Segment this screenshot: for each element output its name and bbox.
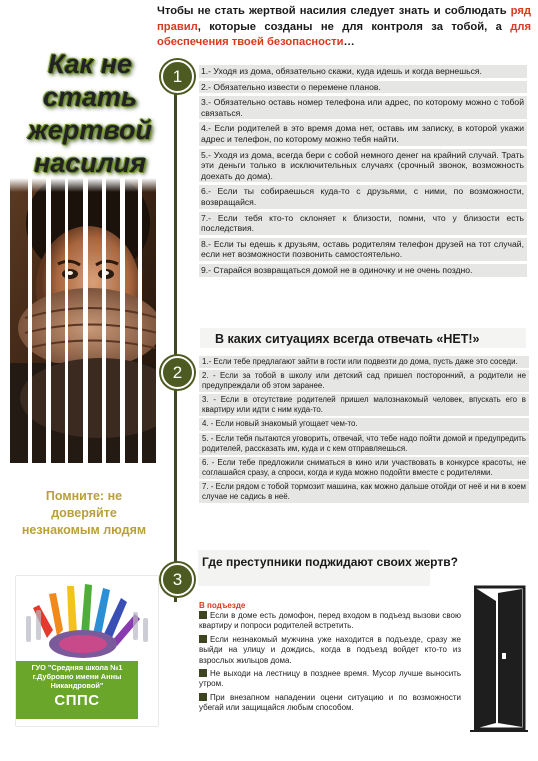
entrance-tip-text: Если незнакомый мужчина уже находится в подъезде, сразу же выйди на улицу и дождись, когда в подъезд войдет кто-то из взрослых жильцов дома. (199, 634, 461, 665)
photo-strip-gap (102, 178, 106, 463)
say-no-item: 1.- Если тебе предлагают зайти в гости или подвезти до дома, пусть даже это соседи. (199, 356, 529, 368)
entrance-tip (199, 635, 461, 666)
bullet-square-icon (199, 693, 207, 701)
entrance-tip-text: Если в доме есть домофон, перед входом в подъезд вызови свою квартиру и попроси родителей встретить. (199, 611, 461, 631)
intro-part1: Чтобы не стать жертвой насилия следует знать и соблюдать (157, 5, 511, 17)
say-no-list (199, 356, 529, 505)
entrance-tip-text: Не выходи на лестницу в позднее время. Мусор лучше выносить утром. (199, 669, 461, 689)
school-name: ГУО "Средняя школа №1 г.Дубровно имени Анны Никандровой" (31, 663, 123, 690)
photo-strip-gap (28, 178, 32, 463)
step-3-badge: 3 (161, 563, 194, 596)
title-line-4: насилия (33, 148, 147, 178)
photo-strip-gap (156, 178, 160, 463)
rule-item: 4.- Если родителей в это время дома нет, оставь им записку, в которой укажи адрес и телефон, по которому можно тебя найти. (199, 122, 527, 145)
victim-photo (10, 178, 160, 463)
step-1-badge: 1 (161, 60, 194, 93)
intro-part5: … (343, 36, 355, 48)
intro-highlight-rules: ряд правил (157, 5, 531, 33)
rules-list (199, 65, 527, 280)
rule-item: 2.- Обязательно извести о перемене планов. (199, 81, 527, 94)
entrance-tip (199, 693, 461, 714)
hands-logo-icon (16, 576, 158, 666)
section2-heading: В каких ситуациях всегда отвечать «НЕТ!» (215, 332, 480, 346)
say-no-item: 2. - Если за тобой в школу или детский сад пришел посторонний, а родители не предупреждали об этом заранее. (199, 370, 529, 392)
entrance-tip-text: При внезапном нападении оцени ситуацию и по возможности убегай или защищайся любым способом. (199, 692, 461, 713)
section3-subheading: В подъезде (199, 601, 246, 610)
photo-top-fade (10, 178, 160, 192)
open-door-icon (466, 583, 530, 733)
school-logo-label (16, 661, 138, 719)
bullet-square-icon (199, 611, 207, 619)
intro-text (157, 4, 531, 51)
entrance-tip (199, 669, 461, 690)
photo-strip-gap (120, 178, 125, 463)
bullet-square-icon (199, 669, 207, 677)
page-title (10, 48, 170, 180)
rule-item: 3.- Обязательно оставь номер телефона или адрес, по которому можно с тобой связаться. (199, 96, 527, 119)
rule-item: 8.- Если ты едешь к друзьям, оставь родителям телефон друзей на тот случай, если нет возможности позвонить самостоятельно. (199, 238, 527, 261)
entrance-tip (199, 611, 461, 632)
rule-item: 9.- Старайся возвращаться домой не в одиночку и не очень поздно. (199, 264, 527, 277)
step-2-badge: 2 (161, 356, 194, 389)
rule-item: 1.- Уходя из дома, обязательно скажи, куда идешь и когда вернешься. (199, 65, 527, 78)
rule-item: 6.- Если ты собираешься куда-то с друзьями, с ними, по возможности, возвращайся. (199, 185, 527, 208)
title-line-1: Как не (47, 49, 133, 79)
say-no-item: 7. - Если рядом с тобой тормозит машина, как можно дальше отойди от неё и ни в коем случае не садись в неё. (199, 481, 529, 503)
bullet-square-icon (199, 635, 207, 643)
say-no-item: 5. - Если тебя пытаются уговорить, отвечай, что тебе надо пойти домой и предупредить родителей, рассказать им, куда и с кем отправляешься. (199, 433, 529, 455)
rule-item: 7.- Если тебя кто-то склоняет к близости, помни, что у близости есть последствия. (199, 212, 527, 235)
remember-caption: Помните: не доверяйте незнакомым людям (21, 489, 147, 537)
photo-strip-gap (138, 178, 142, 463)
school-abbr: СППС (54, 692, 100, 709)
title-line-3: жертвой (27, 115, 153, 145)
intro-highlight-safety: для обеспечения твоей безопасности (157, 20, 531, 48)
say-no-item: 6. - Если тебе предложили сниматься в кино или участвовать в конкурсе красоты, не соглашайся сразу, а спроси, когда и куда можно подойти вместе с родителями. (199, 457, 529, 479)
photo-strip-gap (65, 178, 68, 463)
timeline-line (174, 62, 177, 602)
say-no-item: 3. - Если в отсутствие родителей пришел малознакомый человек, впускать его в квартиру или идти с ним куда-то. (199, 394, 529, 416)
say-no-item: 4. - Если новый знакомый угощает чем-то. (199, 418, 529, 430)
section3-heading: Где преступники поджидают своих жертв? (202, 555, 458, 569)
photo-strip-gap (46, 178, 51, 463)
title-line-2: стать (42, 82, 138, 112)
photo-strip-gap (83, 178, 88, 463)
entrance-tips-list (199, 611, 461, 717)
intro-part3: , которые созданы не для контроля за тобой, а (197, 20, 511, 33)
rule-item: 5.- Уходя из дома, всегда бери с собой немного денег на крайний случай. Трать эти деньги только в исключительных случаях (срочный звонок, возможность доехать до дома). (199, 149, 527, 183)
